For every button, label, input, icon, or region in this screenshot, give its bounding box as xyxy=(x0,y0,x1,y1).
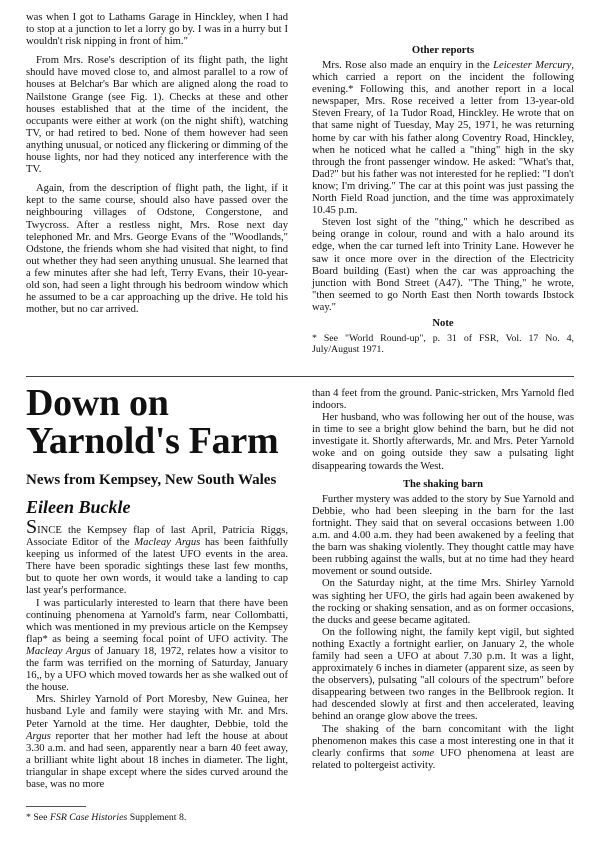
paragraph: On the following night, the family kept vigil, but sighted nothing Exactly a fortnight earlier, on January 2, the whole family had seen a UFO at about 7.30 p.m. It was a light, approximately 6 inches in diameter (apparent size, as seen by the observers), pulsating "all colours of the spectrum" before disappearing between two ranges in the Bellbrook region. It had descended slowly at first and then accelerated, leaving behind an orange glow above the trees. xyxy=(312,626,574,723)
note-heading: Note xyxy=(432,317,454,329)
article-author: Eileen Buckle xyxy=(26,497,131,517)
paragraph: Further mystery was added to the story by Sue Yarnold and Debbie, who had been sleeping in the barn for the last fortnight. They said that on several occasions between 1.00 a.m. and 4.00 a.m. they had been awakened by a feeling that the barn was shaking violently. They thought cattle may have been rubbing against the walls, but at no time had they heard movement or sound outside. xyxy=(312,493,574,578)
article-title: Down on Yarnold's Farm xyxy=(26,382,279,462)
paragraph: Her husband, who was following her out of the house, was in time to see a bright glow behind the barn, but he did not investigate it. Shortly afterwards, Mr. and Mrs. Peter Yarnold woke and on going outside they saw a pulsating light disappearing towards the West. xyxy=(312,412,574,472)
drop-cap: S xyxy=(26,516,38,538)
section-heading: Other reports xyxy=(411,45,475,56)
section-heading: The shaking barn xyxy=(402,478,484,490)
footnote-rule xyxy=(26,806,86,807)
note-text: * See "World Round-up", p. 31 of FSR, Vol. 17 No. 4, July/August 1971. xyxy=(312,333,574,356)
top-right-column xyxy=(312,60,574,355)
top-left-column xyxy=(26,12,288,316)
paragraph: From Mrs. Rose's description of its flight path, the light should have moved close to, and almost parallel to a row of houses at Belchar's Bar which are aligned along the road to Nailstone Grange (see Fig. 1). Checks at these and other houses established that at the time of the incident, the occupants were either at work (on the night shift), watching TV, or had retired to bed. None of them however had seen anything unusual, or noticed any flickering or dimming of the house lights, nor had they noticed any interference with the TV. xyxy=(26,55,288,176)
footnote: * See FSR Case Histories Supplement 8. xyxy=(26,812,187,823)
paragraph: The shaking of the barn concomitant with the light phenomenon makes this case a most interesting one in that it clearly confirms that some UFO phenomena at least are related to poltergeist activity. xyxy=(312,723,574,771)
article-subtitle: News from Kempsey, New South Wales xyxy=(26,472,277,488)
paragraph: I was particularly interested to learn that there have been continuing phenomena at Yarnold's farm, near Collombatti, which was mentioned in my previous article on the Kempsey flap* as being a seeming focal point of UFO activity. The Macleay Argus of January 18, 1972, relates how a visitor to the farm was terrified on the morning of Saturday, January 16,, by a UFO which moved towards her as she walked out of the house. xyxy=(26,597,289,694)
paragraph: Mrs. Shirley Yarnold of Port Moresby, New Guinea, her husband Lyle and family were staying with Mr. and Mrs. Peter Yarnold at the time. Her daughter, Debbie, told the Argus reporter that her mother had left the house at about 3.30 a.m. and had seen, apparently near a barn 40 feet away, a brilliant white light about 18 inches in diameter. The light, triangular in shape except where the sides curved around the base, was no more xyxy=(26,694,288,790)
paragraph: SINCE the Kempsey flap of last April, Patricia Riggs, Associate Editor of the Macleay Argus has been faithfully keeping us informed of the latest UFO events in the area. There have been sporadic sightings these last few months, but to quote her own words, it would take a landing to cap last year's performance. xyxy=(26,516,288,597)
paragraph: Mrs. Rose also made an enquiry in the Leicester Mercury, which carried a report on the incident the following evening.* Following this, and another report in a local newspaper, Mrs. Rose received a letter from 13-year-old Steven Freary, of 1a Tudor Road, Hinckley. He wrote that on that same night of Tuesday, May 25, 1971, he was returning home by car with his father along Coventry Road, Hinckley, when he noticed what he called a "thing" high in the sky through the front passenger window. He asked: "What's that, Dad?" but his father was not interested for he replied: "I don't know; I'm driving." The car at this point was just passing the North Field Road junction, and the time was approximately 10.45 p.m. xyxy=(312,60,574,217)
article-right-column xyxy=(312,388,574,772)
article-left-column xyxy=(26,516,289,791)
paragraph: was when I got to Lathams Garage in Hinckley, when I had to stop at a junction to let a lorry go by. I was in a hurry but I wouldn't risk nipping in front of him." xyxy=(26,12,288,48)
paragraph: Again, from the description of flight path, the light, if it kept to the same course, should also have passed over the neighbouring villages of Odstone, Congerstone, and Twycross. After a restless night, Mrs. Rose next day telephoned Mr. and Mrs. George Evans of the "Woodlands," Odstone, the friends whom she had visited that night, to find out whether they had seen anything unusual. She learned that a few minutes after she had left, Terry Evans, their 10-year-old son, had seen a light through his bedroom window which he assumed to be a car approaching up the drive. He told his mother, but no car arrived. xyxy=(26,183,288,316)
paragraph: than 4 feet from the ground. Panic-stricken, Mrs Yarnold fled indoors. xyxy=(312,388,574,412)
paragraph: Steven lost sight of the "thing," which he described as being orange in colour, round and with a halo around its edge, when the car turned left into Trinity Lane. However he saw it once more over in the direction of the Electricity Board building (East) when the car was approaching the junction with Bond Street (A47). "The Thing," he wrote, "then seemed to go North East then North towards Ibstock way." xyxy=(312,217,574,313)
paragraph: On the Saturday night, at the time Mrs. Shirley Yarnold was sighting her UFO, the girls had again been awakened by the rocking or shaking sensation, and as on former occasions, the ducks and geese became agitated. xyxy=(312,578,574,626)
